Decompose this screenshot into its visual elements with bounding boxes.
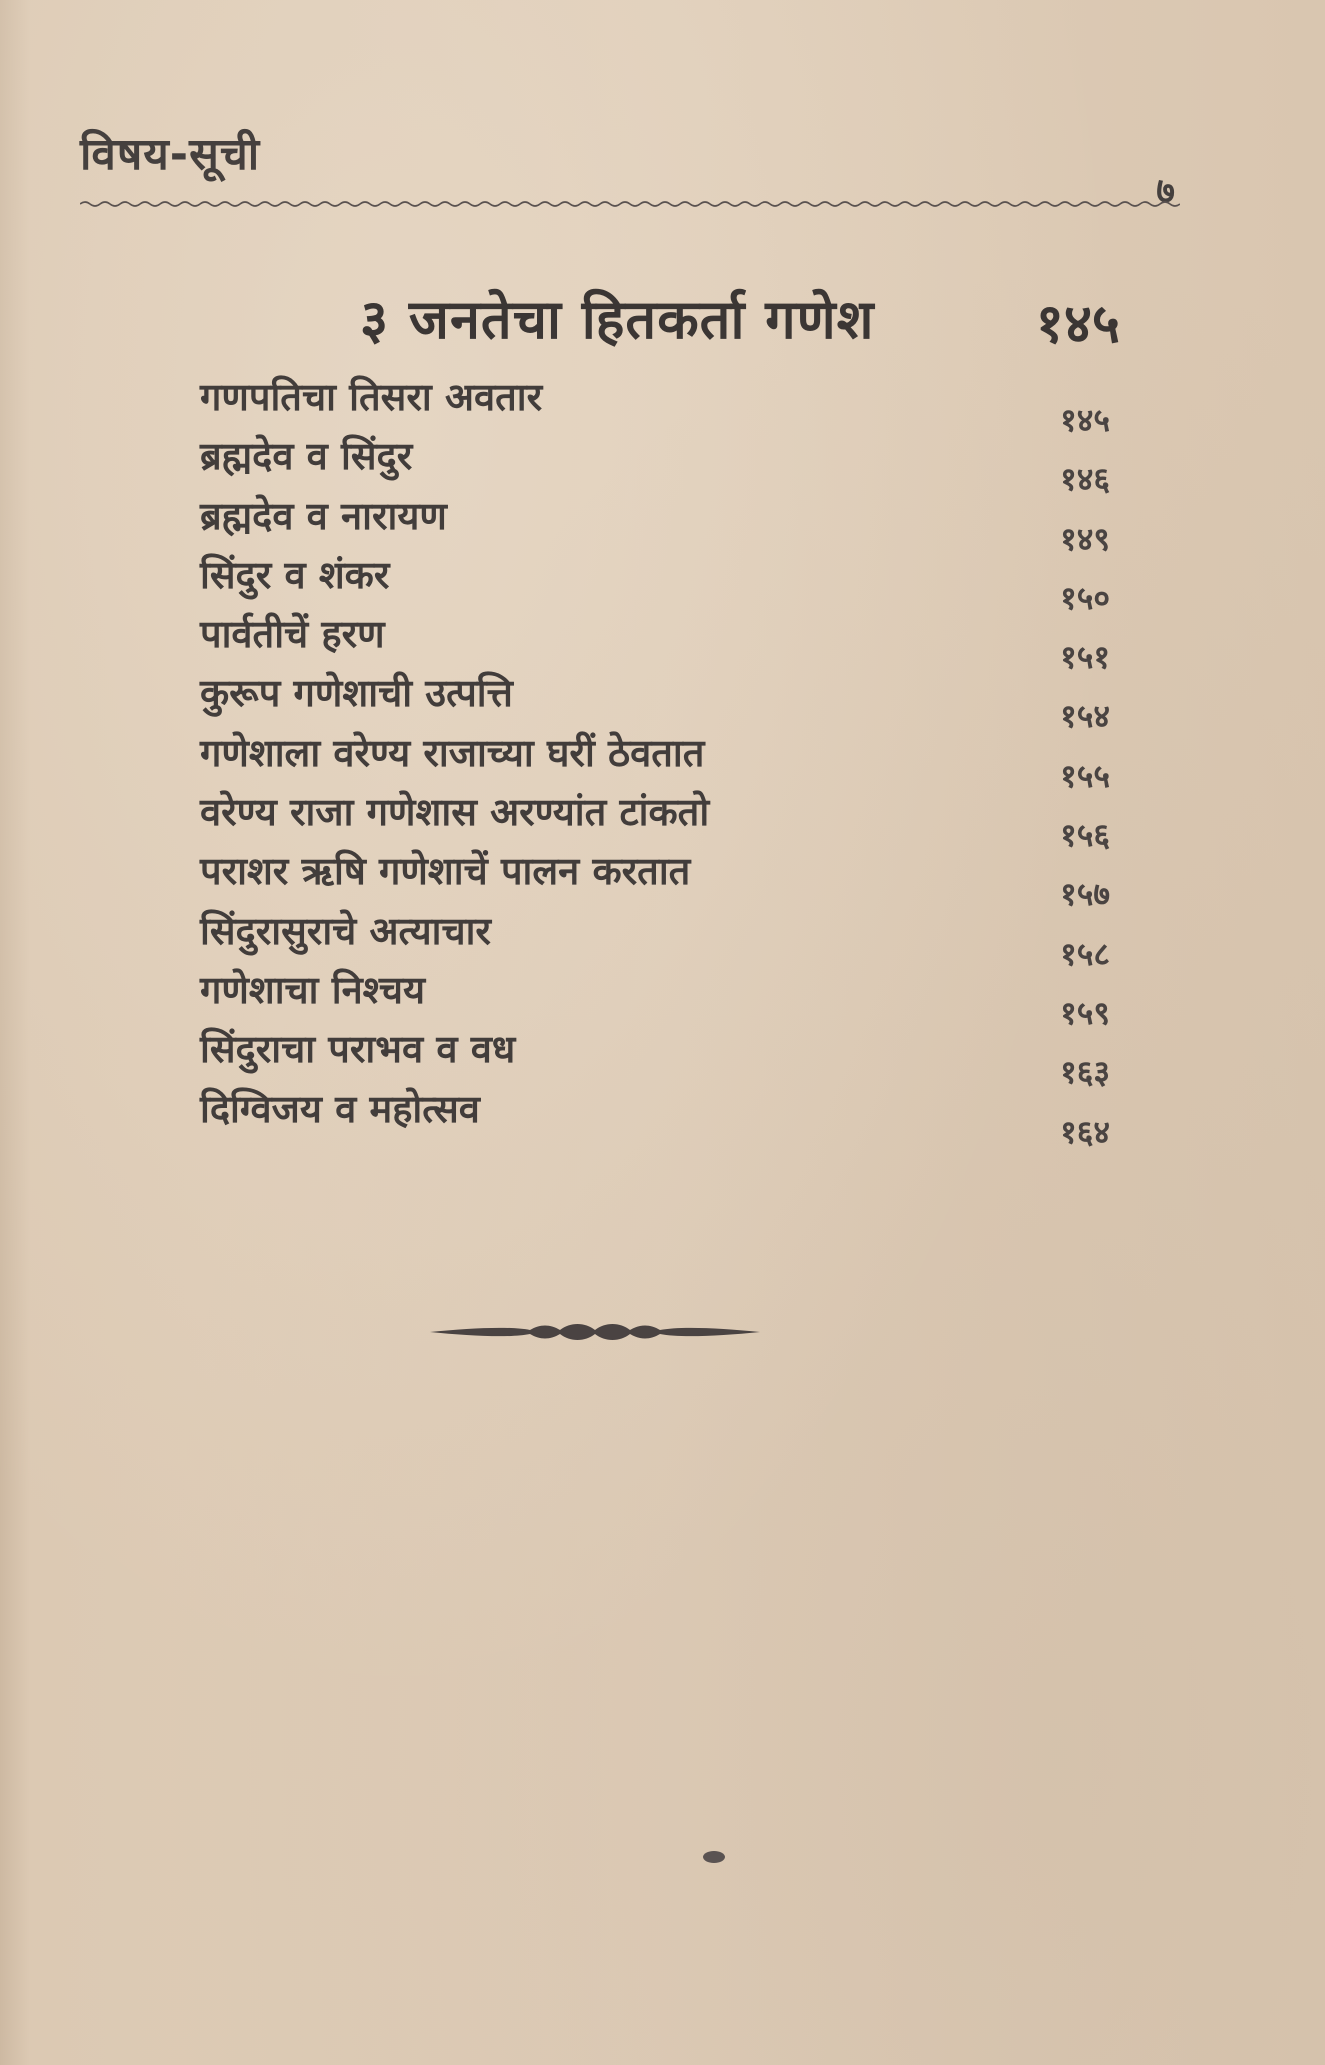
running-head: विषय-सूची [80, 129, 261, 180]
toc-entry-page: १४६ [1060, 460, 1110, 499]
chapter-heading [360, 280, 1120, 355]
toc-entry-page: १५० [1060, 578, 1110, 617]
toc-entry-page: १५१ [1060, 638, 1110, 677]
toc-entry-title: गणपतिचा तिसरा अवतार [200, 375, 543, 419]
toc-entry [200, 904, 1110, 973]
toc-entry-page: १५५ [1060, 756, 1110, 795]
toc-entry [200, 844, 1110, 914]
toc-entry-title: ब्रह्मदेव व नारायण [200, 493, 447, 538]
toc-entry [200, 429, 1110, 499]
toc-entry-page: १५८ [1060, 934, 1110, 973]
ornament-divider [430, 1320, 760, 1344]
toc-entry [200, 726, 1110, 795]
toc-entry [200, 370, 1110, 439]
toc-entry [200, 1082, 1110, 1151]
toc-entry [200, 548, 1110, 617]
toc-entry-title: सिंदुरासुराचे अत्याचार [200, 908, 491, 953]
toc-entry-title: दिग्विजय व महोत्सव [200, 1086, 480, 1131]
toc-entry-page: १५६ [1060, 816, 1110, 855]
chapter-title: ३ जनतेचा हितकर्ता गणेश [360, 288, 875, 351]
toc-entry [200, 666, 1110, 736]
toc-entry-page: १६४ [1060, 1112, 1110, 1151]
toc-entry-title: पराशर ऋषि गणेशाचें पालन करतात [200, 849, 691, 894]
toc-entry-title: गणेशाचा निश्चय [200, 967, 426, 1012]
toc-entry-page: १४५ [1060, 401, 1110, 439]
toc-entry-page: १५९ [1060, 993, 1110, 1032]
toc-entry [200, 489, 1110, 558]
toc-entry-title: ब्रह्मदेव व सिंदुर [200, 434, 413, 479]
toc-entry-title: वरेण्य राजा गणेशास अरण्यांत टांकतो [200, 790, 710, 835]
toc-entry [200, 963, 1110, 1032]
toc-entry-title: पार्वतीचें हरण [200, 612, 385, 657]
toc-entry [200, 785, 1110, 855]
toc-entry-title: कुरूप गणेशाची उत्पत्ति [200, 671, 513, 716]
table-of-contents [200, 370, 1110, 1151]
toc-entry-page: १५७ [1060, 875, 1110, 914]
toc-entry [200, 607, 1110, 677]
toc-entry-page: १५४ [1060, 697, 1110, 736]
header-wavy-rule [80, 196, 1180, 212]
toc-entry-title: सिंदुराचा पराभव व वध [200, 1027, 516, 1072]
toc-entry-title: गणेशाला वरेण्य राजाच्या घरीं ठेवतात [200, 730, 705, 775]
chapter-page-number: १४५ [1035, 292, 1120, 355]
page-number: ७ [1156, 171, 1175, 212]
toc-entry-title: सिंदुर व शंकर [200, 552, 390, 597]
toc-entry-page: १४९ [1060, 519, 1110, 558]
toc-entry-page: १६३ [1060, 1053, 1110, 1092]
toc-entry [200, 1022, 1110, 1092]
ink-speck [703, 1851, 725, 1863]
